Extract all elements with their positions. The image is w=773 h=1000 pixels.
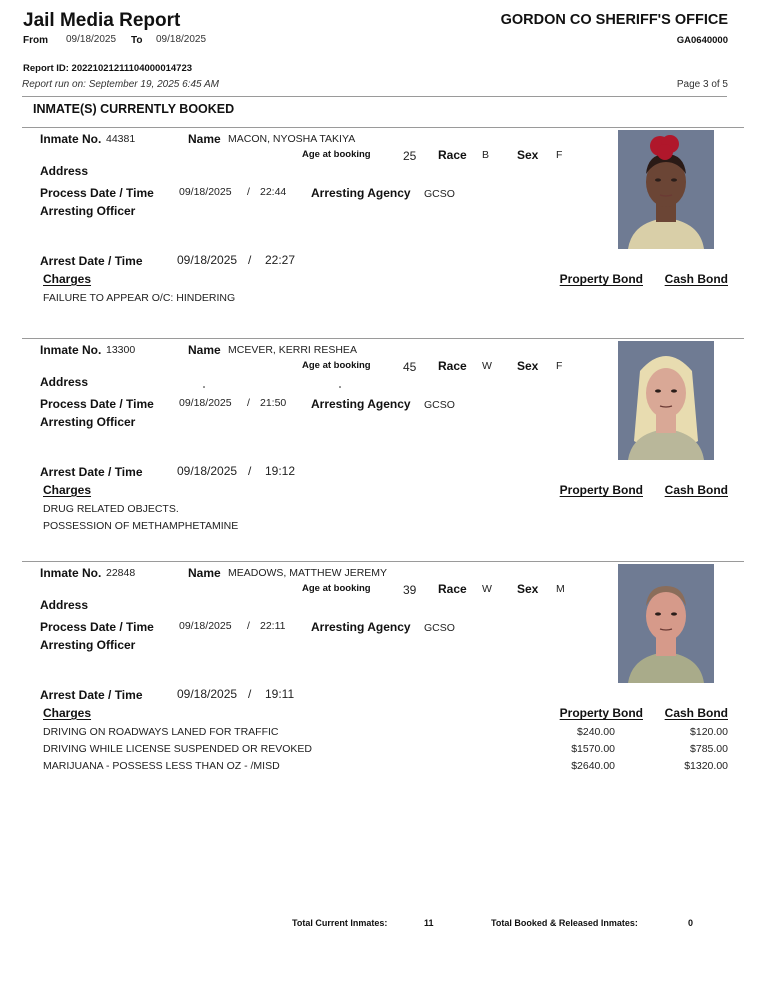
process-slash: / bbox=[247, 186, 250, 198]
name-value: MACON, NYOSHA TAKIYA bbox=[228, 133, 356, 145]
arrest-date: 09/18/2025 bbox=[177, 687, 238, 701]
address-label: Address bbox=[40, 164, 89, 178]
total-released-value: 0 bbox=[688, 918, 694, 928]
race-label: Race bbox=[438, 359, 467, 373]
arrest-slash: / bbox=[248, 253, 252, 267]
process-slash: / bbox=[247, 397, 250, 409]
agency-value: GCSO bbox=[424, 188, 455, 200]
from-label: From bbox=[23, 35, 48, 46]
cash-bond-value: $785.00 bbox=[690, 743, 728, 755]
charges-header: Charges bbox=[43, 272, 92, 286]
from-date: 09/18/2025 bbox=[66, 34, 117, 45]
arrest-time: 19:11 bbox=[265, 687, 295, 701]
sex-label: Sex bbox=[517, 148, 539, 162]
inmate-no-label: Inmate No. bbox=[40, 566, 102, 580]
officer-label: Arresting Officer bbox=[40, 204, 136, 218]
address-label: Address bbox=[40, 375, 89, 389]
agency-value: GCSO bbox=[424, 622, 455, 634]
inmate-record bbox=[0, 561, 773, 786]
to-label: To bbox=[131, 35, 143, 46]
record-divider bbox=[22, 561, 744, 562]
report-id: Report ID: 20221021211104000014723 bbox=[23, 63, 193, 74]
process-date: 09/18/2025 bbox=[179, 397, 232, 409]
age-label: Age at booking bbox=[302, 149, 371, 160]
age-value: 45 bbox=[403, 360, 417, 374]
process-label: Process Date / Time bbox=[40, 620, 154, 634]
inmate-no-value: 44381 bbox=[106, 133, 136, 145]
booking-photo bbox=[618, 341, 714, 460]
cash-bond-header: Cash Bond bbox=[664, 272, 728, 286]
property-bond-header: Property Bond bbox=[559, 483, 643, 497]
charge-text: FAILURE TO APPEAR O/C: HINDERING bbox=[43, 292, 236, 304]
property-bond-header: Property Bond bbox=[559, 706, 643, 720]
race-value: W bbox=[482, 360, 492, 372]
cash-bond-header: Cash Bond bbox=[664, 483, 728, 497]
charge-text: DRUG RELATED OBJECTS. bbox=[43, 503, 179, 515]
report-title: Jail Media Report bbox=[23, 10, 181, 31]
age-value: 25 bbox=[403, 149, 417, 163]
arrest-slash: / bbox=[248, 687, 252, 701]
sex-label: Sex bbox=[517, 359, 539, 373]
age-value: 39 bbox=[403, 583, 417, 597]
section-title: INMATE(S) CURRENTLY BOOKED bbox=[33, 102, 235, 116]
charge-text: DRIVING WHILE LICENSE SUSPENDED OR REVOKED bbox=[43, 743, 312, 755]
name-label: Name bbox=[188, 343, 221, 357]
name-label: Name bbox=[188, 132, 221, 146]
arrest-label: Arrest Date / Time bbox=[40, 254, 143, 268]
process-time: 22:11 bbox=[260, 620, 286, 632]
sex-label: Sex bbox=[517, 582, 539, 596]
charge-text: MARIJUANA - POSSESS LESS THAN OZ - /MISD bbox=[43, 760, 280, 772]
record-divider bbox=[22, 338, 744, 339]
officer-label: Arresting Officer bbox=[40, 638, 136, 652]
charges-header: Charges bbox=[43, 483, 92, 497]
total-current-value: 11 bbox=[424, 918, 434, 928]
property-bond-value: $1570.00 bbox=[571, 743, 615, 755]
process-label: Process Date / Time bbox=[40, 397, 154, 411]
page-number: Page 3 of 5 bbox=[676, 79, 728, 90]
officer-label: Arresting Officer bbox=[40, 415, 136, 429]
race-label: Race bbox=[438, 148, 467, 162]
age-label: Age at booking bbox=[302, 583, 371, 594]
arrest-label: Arrest Date / Time bbox=[40, 688, 143, 702]
agency-name: GORDON CO SHERIFF'S OFFICE bbox=[500, 12, 728, 28]
process-label: Process Date / Time bbox=[40, 186, 154, 200]
process-date: 09/18/2025 bbox=[179, 186, 232, 198]
name-value: MEADOWS, MATTHEW JEREMY bbox=[228, 567, 388, 579]
arrest-label: Arrest Date / Time bbox=[40, 465, 143, 479]
race-value: B bbox=[482, 149, 490, 161]
charges-header: Charges bbox=[43, 706, 92, 720]
report-run-on: Report run on: September 19, 2025 6:45 AM bbox=[22, 79, 219, 90]
inmate-no-value: 13300 bbox=[106, 344, 136, 356]
address-mark bbox=[203, 386, 205, 388]
agency-label: Arresting Agency bbox=[311, 620, 411, 634]
header-divider bbox=[22, 96, 727, 97]
inmate-no-label: Inmate No. bbox=[40, 343, 102, 357]
race-value: W bbox=[482, 583, 492, 595]
process-slash: / bbox=[247, 620, 250, 632]
arrest-time: 19:12 bbox=[265, 464, 296, 478]
agency-value: GCSO bbox=[424, 399, 455, 411]
inmate-no-label: Inmate No. bbox=[40, 132, 102, 146]
address-mark bbox=[339, 386, 341, 388]
process-time: 22:44 bbox=[260, 186, 287, 198]
to-date: 09/18/2025 bbox=[156, 34, 207, 45]
arrest-slash: / bbox=[248, 464, 252, 478]
process-time: 21:50 bbox=[260, 397, 287, 409]
cash-bond-value: $120.00 bbox=[690, 726, 728, 738]
name-label: Name bbox=[188, 566, 221, 580]
arrest-time: 22:27 bbox=[265, 253, 296, 267]
cash-bond-header: Cash Bond bbox=[664, 706, 728, 720]
arrest-date: 09/18/2025 bbox=[177, 464, 238, 478]
process-date: 09/18/2025 bbox=[179, 620, 232, 632]
charge-text: DRIVING ON ROADWAYS LANED FOR TRAFFIC bbox=[43, 726, 279, 738]
address-label: Address bbox=[40, 598, 89, 612]
inmate-record bbox=[0, 127, 773, 352]
inmate-record bbox=[0, 338, 773, 563]
name-value: MCEVER, KERRI RESHEA bbox=[228, 344, 357, 356]
race-label: Race bbox=[438, 582, 467, 596]
total-current-label: Total Current Inmates: bbox=[292, 918, 388, 928]
sex-value: F bbox=[556, 149, 563, 161]
sex-value: F bbox=[556, 360, 563, 372]
charge-text: POSSESSION OF METHAMPHETAMINE bbox=[43, 520, 239, 532]
cash-bond-value: $1320.00 bbox=[684, 760, 728, 772]
property-bond-header: Property Bond bbox=[559, 272, 643, 286]
arrest-date: 09/18/2025 bbox=[177, 253, 238, 267]
agency-label: Arresting Agency bbox=[311, 186, 411, 200]
agency-label: Arresting Agency bbox=[311, 397, 411, 411]
ori-number: GA0640000 bbox=[676, 35, 728, 46]
booking-photo bbox=[618, 564, 714, 683]
property-bond-value: $240.00 bbox=[577, 726, 615, 738]
age-label: Age at booking bbox=[302, 360, 371, 371]
total-released-label: Total Booked & Released Inmates: bbox=[491, 918, 638, 928]
booking-photo bbox=[618, 130, 714, 249]
property-bond-value: $2640.00 bbox=[571, 760, 615, 772]
sex-value: M bbox=[556, 583, 565, 595]
inmate-no-value: 22848 bbox=[106, 567, 136, 579]
